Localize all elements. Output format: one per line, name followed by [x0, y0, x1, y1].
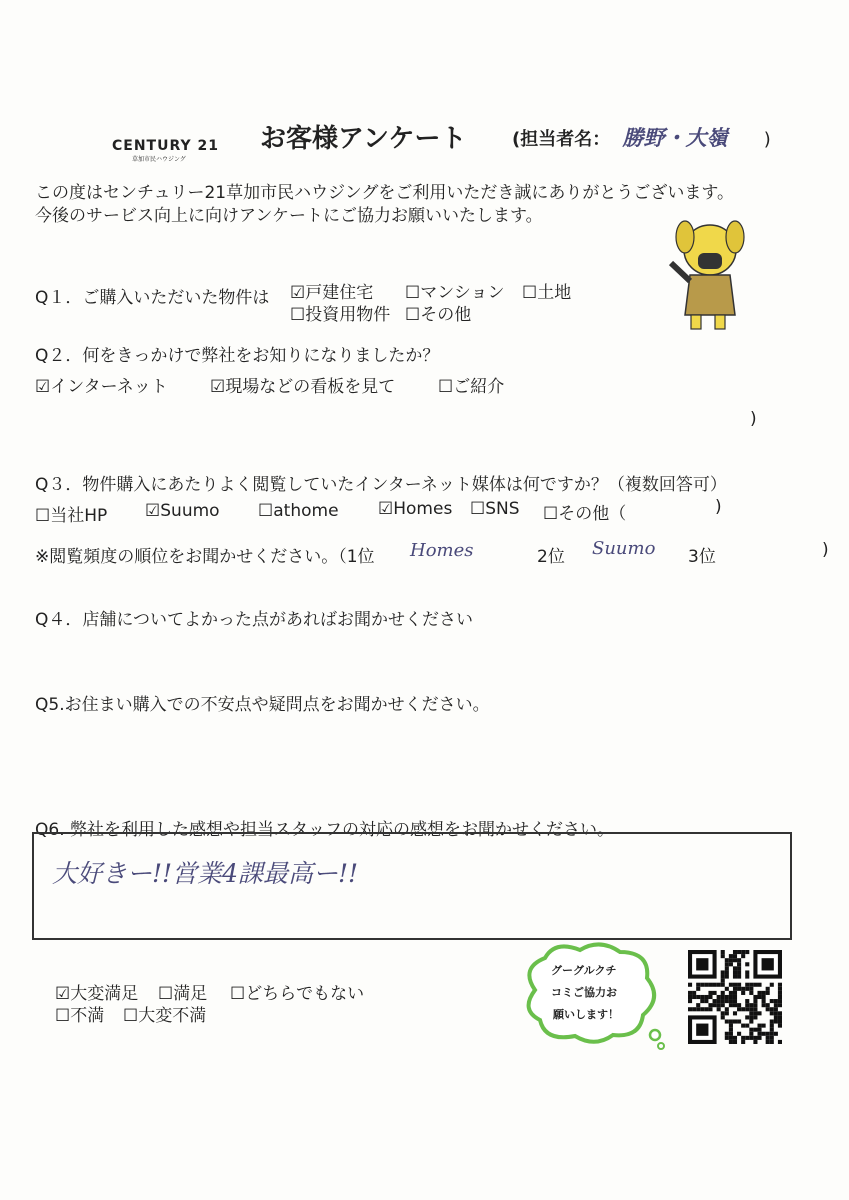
q5-label: Q5.お住まい購入での不安点や疑問点をお聞かせください。	[35, 695, 490, 715]
q7-option-label: 大変不満	[138, 1006, 207, 1026]
q4-label: Q４．店舗についてよかった点があればお聞かせください	[35, 610, 474, 630]
q3-option-hp[interactable]: ☐当社HP	[35, 506, 108, 526]
intro-line-1: この度はセンチュリー21草加市民ハウジングをご利用いただき誠にありがとうございます。	[35, 183, 734, 203]
google-review-bubble	[515, 940, 665, 1052]
q3-ranking-close: )	[822, 540, 829, 560]
q7-option-satisfied[interactable]: ☐満足	[158, 984, 208, 1004]
staff-name: 勝野・大嶺	[622, 125, 728, 150]
q7-option-dissatisfied[interactable]: ☐不満	[55, 1006, 105, 1026]
q1-option-label: 戸建住宅	[305, 283, 374, 303]
q7-option-very-satisfied[interactable]: ☑大変満足	[55, 984, 139, 1004]
brand-name: CENTURY 21	[112, 138, 219, 154]
q1-label: Q１．ご購入いただいた物件は	[35, 288, 270, 308]
q6-answer-box[interactable]	[32, 832, 792, 940]
q3-option-other[interactable]: ☐その他（	[543, 504, 627, 524]
q7-option-neutral[interactable]: ☐どちらでもない	[230, 984, 365, 1004]
q3-ranking-prefix: ※閲覧頻度の順位をお聞かせください。（1位	[35, 547, 375, 567]
q1-option-land[interactable]: ☐土地	[522, 283, 572, 303]
q7-option-label: 不満	[70, 1006, 105, 1026]
q3-label: Q３．物件購入にあたりよく閲覧していたインターネット媒体は何ですか？（複数回答可）	[35, 475, 727, 495]
q3-option-label: Suumo	[160, 501, 220, 521]
staff-field	[512, 122, 771, 152]
staff-label: (担当者名：	[512, 129, 611, 150]
q3-option-sns[interactable]: ☐SNS	[470, 499, 520, 519]
bubble-line-1: グーグルクチ	[551, 964, 617, 977]
bubble-line-2: コミご協力お	[551, 986, 617, 999]
mascot	[665, 215, 765, 330]
q3-other-close: )	[715, 497, 722, 517]
q2-label: Q２．何をきっかけで弊社をお知りになりましたか？	[35, 346, 440, 366]
q3-option-label: athome	[273, 501, 339, 521]
q6-label: Q6. 弊社を利用した感想や担当スタッフの対応の感想をお聞かせください。	[35, 820, 615, 840]
q1-option-label: 投資用物件	[305, 305, 391, 325]
bubble-line-3: 願いします！	[553, 1008, 619, 1021]
q7-option-label: 満足	[173, 984, 208, 1004]
brand-logo	[112, 138, 219, 163]
q3-rank-3-label: 3位	[688, 547, 716, 567]
q3-option-homes[interactable]: ☑Homes	[378, 499, 453, 519]
qr-code[interactable]	[688, 950, 782, 1044]
q3-rank-1-answer[interactable]: Homes	[410, 540, 474, 561]
q2-other-close: )	[750, 409, 757, 429]
intro-line-2: 今後のサービス向上に向けアンケートにご協力お願いいたします。	[35, 206, 543, 226]
staff-close: )	[763, 129, 771, 150]
q1-option-mansion[interactable]: ☐マンション	[405, 283, 505, 303]
q6-answer: 大好きー!!営業4課最高ー!!	[52, 859, 359, 888]
q2-option-referral[interactable]: ☐ご紹介	[438, 377, 505, 397]
q3-option-label: SNS	[485, 499, 520, 519]
q3-option-suumo[interactable]: ☑Suumo	[145, 501, 220, 521]
q2-option-internet[interactable]: ☑インターネット	[35, 377, 168, 397]
q1-option-label: その他	[420, 305, 472, 325]
q7-option-very-dissatisfied[interactable]: ☐大変不満	[123, 1006, 207, 1026]
q1-option-investment[interactable]: ☐投資用物件	[290, 305, 391, 325]
q3-option-athome[interactable]: ☐athome	[258, 501, 339, 521]
q1-option-label: 土地	[537, 283, 572, 303]
q7-option-label: どちらでもない	[245, 984, 365, 1004]
q1-option-label: マンション	[420, 283, 505, 303]
q2-option-label: インターネット	[50, 377, 168, 397]
q1-option-house[interactable]: ☑戸建住宅	[290, 283, 374, 303]
q1-option-other[interactable]: ☐その他	[405, 305, 472, 325]
brand-sub: 草加市民ハウジング	[132, 156, 186, 163]
q3-option-label: 当社HP	[50, 506, 108, 526]
q2-option-label: 現場などの看板を見て	[225, 377, 396, 397]
q2-option-signboard[interactable]: ☑現場などの看板を見て	[210, 377, 396, 397]
q3-option-label: その他（	[558, 504, 627, 524]
q2-option-label: ご紹介	[453, 377, 505, 397]
page-title: お客様アンケート	[260, 124, 467, 154]
q7-option-label: 大変満足	[70, 984, 139, 1004]
q3-rank-2-answer[interactable]: Suumo	[592, 538, 656, 559]
q3-rank-2-label: 2位	[537, 547, 565, 567]
q3-option-label: Homes	[393, 499, 453, 519]
